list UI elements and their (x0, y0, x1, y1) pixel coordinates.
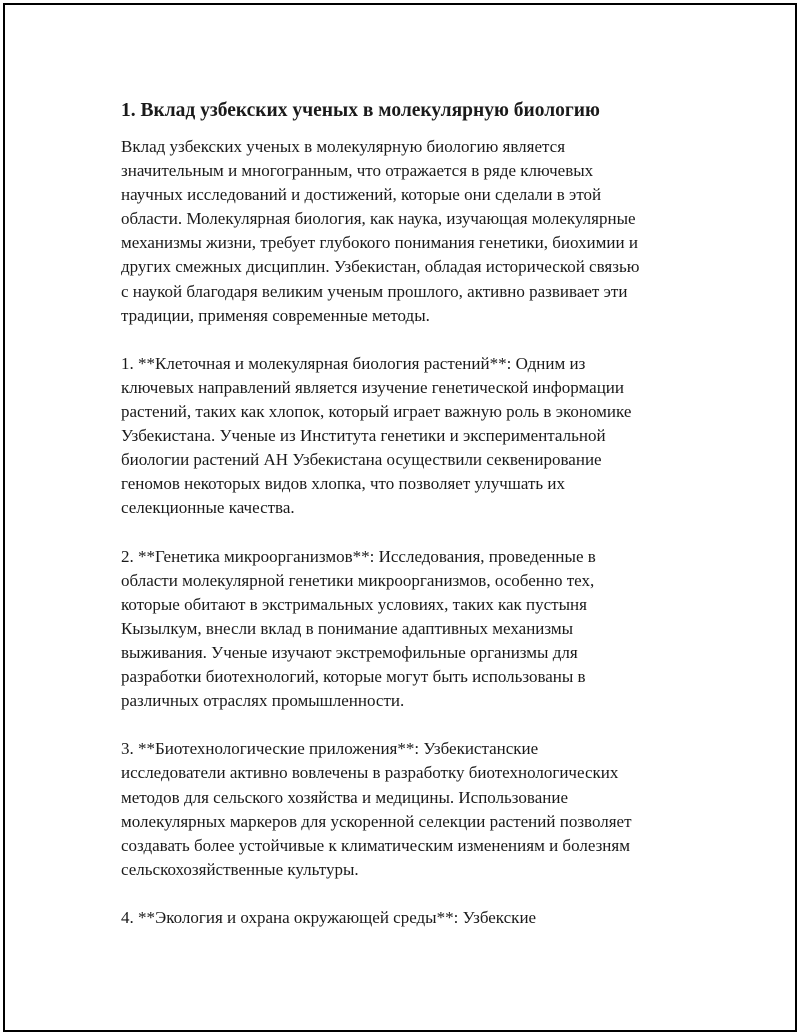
document-body (121, 97, 711, 954)
page-frame (3, 3, 797, 1032)
list-item-plant-biology: 1. **Клеточная и молекулярная биология растений**: Одним из ключевых направлений является изучение генетической информации растений, таких как хлопок, который играет важную роль в экономике Узбекистана. Ученые из Института генетики и экспериментальной биологии растений АН Узбекистана осуществили секвенирование геномов некоторых видов хлопка, что позволяет улучшать их селекционные качества. (121, 353, 632, 518)
section-heading: 1. Вклад узбекских ученых в молекулярную биологию (121, 100, 600, 121)
intro-paragraph: Вклад узбекских ученых в молекулярную биологию является значительным и многогранным, что отражается в ряде ключевых научных исследований и достижений, которые они сделали в этой области. Молекулярная биология, как наука, изучающая молекулярные механизмы жизни, требует глубокого понимания генетики, биохимии и других смежных дисциплин. Узбекистан, обладая исторической связью с наукой благодаря великим ученым прошлого, активно развивает эти традиции, применяя современные методы. (121, 137, 640, 325)
list-item-microorganism-genetics: 2. **Генетика микроорганизмов**: Исследования, проведенные в области молекулярной генетики микроорганизмов, особенно тех, которые обитают в экстримальных условиях, таких как пустыня Кызылкум, внесли вклад в понимание адаптивных механизмы выживания. Ученые изучают экстремофильные организмы для разработки биотехнологий, которые могут быть использованы в различных отраслях промышленности. (121, 546, 596, 711)
list-item-ecology: 4. **Экология и охрана окружающей среды**: Узбекские (121, 908, 537, 927)
list-item-biotech-applications: 3. **Биотехнологические приложения**: Узбекистанские исследователи активно вовлечены в разработку биотехнологических методов для сельского хозяйства и медицины. Использование молекулярных маркеров для ускоренной селекции растений позволяет создавать более устойчивые к климатическим изменениям и болезням сельскохозяйственные культуры. (121, 739, 632, 879)
